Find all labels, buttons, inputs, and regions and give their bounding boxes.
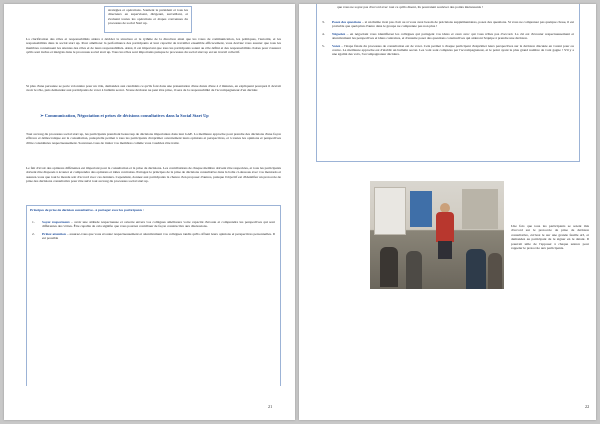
principles-box-title: Principes de prise de décision consultative– à partager avec les participants :	[30, 208, 145, 212]
principles-list-right	[320, 20, 574, 57]
photo-caption: Une fois que tous les participants se soient mis d'accord sur le protocole de prise de décision consultative, écrivez le sur une grande feuille A3, et demandez au participant de le signer en le datant. Il pourrait utile de l'apposer à chaque séance pour rappeler le protocole aux participants.	[511, 224, 589, 251]
list-item	[30, 232, 275, 241]
list-item-text: – assurez-vous que vous écoutez respectueusement et attentivement vos collègues tandis qu'ils offrent leurs opinions et perspectives personnelles. Il est possible	[42, 231, 275, 241]
principles-box-continued	[316, 4, 580, 162]
list-item-text: – si un thème n'est pas clair ou si vous avez besoin de précisions supplémentaires, posez des questions. Si vous ne comprenez pas quelque chose, il est probable que quelqu'un d'autre dans le groupe ne comprenne pas non plus !	[332, 20, 574, 29]
page-number: 21	[268, 404, 273, 409]
list-item-title: Posez des questions	[332, 20, 362, 24]
audience-person-3	[466, 249, 486, 289]
speaker-legs	[438, 241, 452, 259]
page-22	[299, 4, 596, 420]
paragraph-opinions: Le fait d'avoir des opinions différentes est important pour la consultation et la prise de décisions. Les contributions de chaque membre doivent être respectées, et tous les participants doivent être disposés à écouter et comprendre des opinions et idées contraires. Partagez le principes de la prise de décisions consultative dans la boîte ci-dessous avec vos mentorés et assurez-vous que tout le monde soit d'accord avec ces derniers. Cependant, donnez aux participants la chance d'en proposer d'autres, puisque l'objectif est d'identifier un protocole de prise des décisions consultative pour être suivi tout au long du processus social start up.	[26, 166, 281, 184]
workshop-photo	[370, 181, 504, 289]
list-item-number: 3.	[322, 20, 325, 24]
paragraph-volunteer: Si plus d'une personne se porte volontaire pour un rôle, demandez aux candidats ce qu'ils font dans une présentation d'une durée d'une à 2 minutes, en expliquant pourquoi il devrait avoir le rôle, puis demandez aux participants de voter à bulletin secret. Si une décision ne peut être prise, il sera de la responsabilité de l'accompagnateur d'en décider.	[26, 84, 281, 93]
principles-list-left	[30, 220, 275, 241]
list-item-title: Prêtez attention	[42, 231, 66, 236]
list-item-title: Soyez respectueux	[42, 220, 70, 224]
list-item-title: Négociez	[332, 31, 346, 36]
box-top-text: stratégies et opérations. Soutient le président et tous les directeurs en supervisant, dirigeant, surveillant, et évaluant toutes les opérations et étapes convenues du processus de social Start up.	[108, 8, 188, 26]
list-item-number: 5.	[322, 43, 325, 48]
list-item-text: – avoir une attitude respectueuse et ouverte envers vos collègues améliorera votre capacité d'écoute et comprendre les perspectives qui sont différentes des vôtres. Être capable de cela signifie que vous pourrez contribuer de façon constructive aux discussions.	[42, 220, 276, 229]
page-number: 22	[585, 404, 590, 409]
list-item-number: 4.	[322, 31, 325, 36]
audience-person-4	[488, 253, 502, 289]
box-top-text: que vous ne soyez pas d'accord avec tout ce qu'ils disent, ils pourraient soulever des points intéressants !	[337, 5, 484, 9]
speaker-body	[436, 212, 454, 242]
section-heading: ➢ Communication, Négociation et prises de décisions consultatives dans la Social Start Up	[40, 113, 209, 118]
principles-box	[26, 205, 281, 386]
list-item-text: – en négociant vous identifierez les collègues qui partagent vos idées et ceux avec qui vous n'êtes pas d'accord. La clé est d'écouter respectueusement et attentivement les perspectives et idées contraires, et d'ensuite poser des questions constructives qui aideront l'équipe à prendre une décision.	[332, 31, 574, 41]
flipchart-shape	[374, 187, 406, 235]
paragraph-roles: La clarification des rôles et responsabilités aidera à décider la structure et le rythme de la direction ainsi que les voies de communication, les politiques, l'autorité, et les responsabilités dans le social start up. Pour améliorer la performance des participants et leur capacité de travailler ensemble efficacement, vous devriez vous assurer que tous les membres connaissent les attentes des rôles et de leurs responsabilités. Ainsi, il est important que tous les participants soient au rôle défini et des responsabilités claires pour s'assurer qu'ils sont inclus et intégrés dans le processus social start up. Tous les rôles sont importants puisque le processus du social start up est un travail collectif.	[26, 37, 281, 55]
list-item-number: 1.	[32, 220, 35, 224]
roles-box-continuation	[104, 6, 192, 33]
list-item-number: 2.	[32, 231, 35, 236]
list-item-title: Votez	[332, 43, 341, 48]
paragraph-consultation: Tout au long du processus social start up, les participants prendront beaucoup de décisions importantes dans leur GAE. La meilleure approche pour prendre des décisions d'une façon efficace et démocratique est la consultation, puisqu'elle permet à tous les participants d'exprimer ouvertement leurs opinions et perspectives, et à toutes les opinions et perspectives d'être considérées respectueusement. Souvenez-vous de traiter vos membres comme vous voudriez être traité.	[26, 132, 281, 145]
audience-person-2	[406, 251, 422, 289]
list-item	[320, 44, 574, 57]
page-21	[4, 4, 295, 420]
list-item	[320, 20, 574, 29]
audience-person-1	[380, 247, 398, 287]
banner-shape	[410, 191, 432, 227]
list-item	[30, 220, 275, 229]
list-item	[320, 32, 574, 41]
window-shape	[462, 189, 498, 229]
list-item-text: – l'étape finale du processus de consultation est de voter. Cela permet à chaque participant d'exprimer leurs perspectives sur la décision discutée en votant pour ou contre. La meilleure approche est d'établir un bulletin secret. Les voix sont comptées par l'accompagnateur, et le point ayant le plus grand nombre de voix gagne ! S'il y a une égalité des voix, l'accompagnateur décidera.	[332, 43, 574, 57]
